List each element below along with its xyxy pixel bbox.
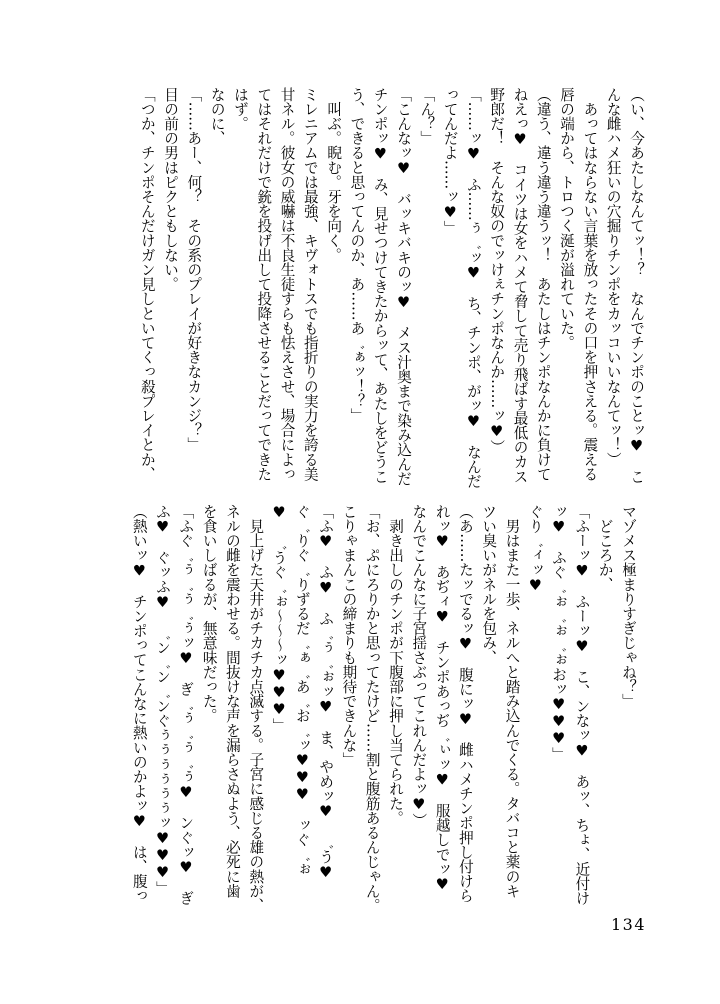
text-column: （熱いッ♥ チンポってこんなに熱いのかよッ♥ は、腹っ [130,504,148,903]
text-column: （い、今あたしなんてッ！？ なんでチンポのことッ♥ こ [628,87,645,484]
text-column: れッ♥ あぢィ♥ チンポあっぢ゛ぃッ♥ 服越しでッ♥ [433,504,451,894]
text-column: を食いしばるが、無意味だった。 [200,504,218,723]
text-column: どころか、 [596,504,614,592]
text-column: 剥き出しのチンポが下腹部に押し当てられた。 [387,504,405,826]
text-column: 「……あー、何？ その系のプレイが好きなカンジ？」 [185,87,203,452]
text-column: （あ……たッでるッ♥ 腹にッ♥ 雌ハメチンポ押し付けら [456,504,474,903]
text-column: 「……ッ♥ ふ……ぅ゛ッ♥ ち、チンポ、がッ♥ なんだ [464,87,482,489]
text-block-bottom [127,504,640,913]
text-column: あってはならない言葉を放ったその口を押さえる。震える [581,87,599,482]
text-column: 「お、ぷにろりかと思ってたけど……割と腹筋あるんじゃん。 [363,504,381,913]
text-column: 唇の端から、トロつく涎が溢れていた。 [558,87,576,350]
text-column: ねえっ♥ コイツは女をハメて脅して売り飛ばす最低のカス [511,87,529,484]
text-column: ぐり゛ィッ♥ [526,504,544,594]
text-column: 「ふーッ♥ ふーッ♥ こ、ンなッ♥ あッ、ちょ、近付け [573,504,591,906]
page-number: 134 [611,915,647,934]
text-column: ッ♥ ふぐ゛ぉ゛ぉ゛ぉおッ♥♥♥」 [550,504,568,762]
text-column: 「ふ♥ ふ♥ ふ゛ぅ゛ぉッ♥ ま、やめッ♥ ゛う♥ [317,504,335,881]
text-column: ツい臭いがネルを包み、 [480,504,498,665]
text-column: ♥ ゛うぐ゛ぉ〜〜〜ッ♥♥♥」 [270,504,288,733]
text-column: なんでこんなに子宮揺さぶってこれんだよッ♥） [410,504,428,828]
text-column: 男はまた一歩、ネルへと踏み込んでくる。タバコと薬のキ [503,504,521,899]
text-column: 「ふぐ゛ぅ゛ぅ゛ぅッ♥ ぎ゛ぅ゛ぅ゛ぅ♥ ンぐッ♥ ぎ [177,504,195,906]
text-column: チンポッ♥ み、見せつけてきたからッて、あたしをどうこ [371,87,389,484]
text-column: てはそれだけで銃を投げ出して投降させることだってできた [255,87,273,482]
text-column: 見上げた天井がチカチカ点滅する。子宮に感じる雄の熱が、 [247,504,265,913]
text-column: ネルの雌を震わせる。間抜けな声を漏らさぬよう、必死に歯 [223,504,241,899]
text-column: 「ん？」 [418,87,436,146]
text-column: んな雌ハメ狂いの穴掘りチンポをカッコいいなんてッ！） [604,87,622,467]
text-column: 「つか、チンポそんだけガン見しといてくっ殺プレイとか、 [138,87,156,482]
text-column: 目の前の男はピクともしない。 [162,87,180,292]
text-column: 叫ぶ。睨む。牙を向く。 [325,87,343,263]
text-column: ってんだよ……ッ♥」 [441,87,459,236]
text-column: 「こんなッ♥ バッキバキのッ♥ メス汁奥まで染み込んだ [395,87,413,486]
text-column: 野郎だ！ そんな奴のでッけぇチンポなんか……ッ♥） [488,87,506,455]
text-column: こりゃまんこの締まりも期待できんな」 [340,504,358,767]
text-column: なのに、 [208,87,226,146]
text-column: う、できると思ってんのか、あ……あ゛ぁッ！？」 [348,87,366,423]
text-column: マゾメス極まりすぎじゃね？」 [620,504,637,709]
text-column: （違う、違う違う違うッ！ あたしはチンポなんかに負けて [534,87,552,482]
text-column: ぐ゛りぐ゛りずるだ゛ぁ゛あ゛お゛ッ♥♥♥ ッぐ゛ぉ [293,504,311,877]
text-column: 甘ネル。彼女の威嚇は不良生徒すらも怯えさせ、場合によっ [278,87,296,482]
text-column: ふ♥ ぐッふ♥ ゛ン゛ン゛ンぐぅぅぅぅぅぅッ♥♥♥」 [154,504,172,896]
text-block-top [135,87,648,487]
text-column: ミレニアムでは最強、キヴォトスでも指折りの実力を誇る美 [301,87,319,482]
text-column: はず。 [231,87,249,131]
